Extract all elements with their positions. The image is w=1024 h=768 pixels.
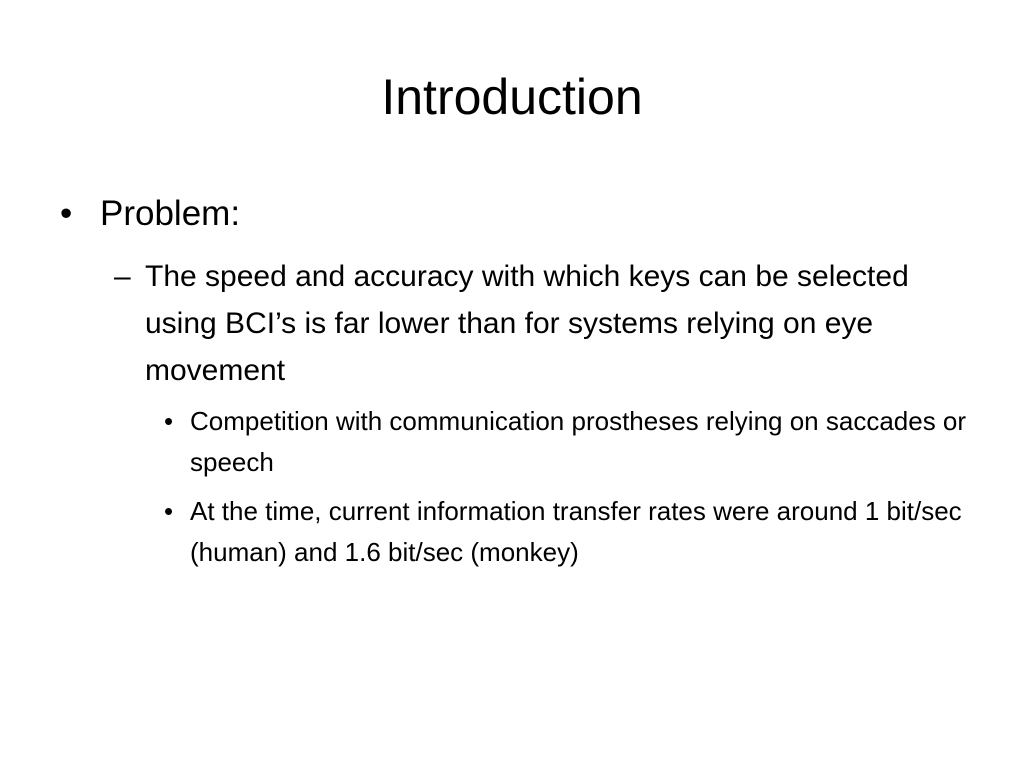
bullet-problem xyxy=(60,190,980,238)
bullet-marker: • xyxy=(164,496,174,526)
sub-sub-bullet-text: At the time, current information transfer rates were around 1 bit/sec (human) and 1.6 bit/sec (monkey) xyxy=(190,496,962,567)
bullet-marker: • xyxy=(60,194,73,233)
bullet-marker: • xyxy=(164,406,174,436)
sub-bullet-speed-accuracy xyxy=(114,253,965,394)
sub-sub-bullet-competition xyxy=(164,401,980,483)
bullet-text: Problem: xyxy=(100,194,241,233)
sub-sub-bullet-transfer-rates xyxy=(164,491,980,573)
slide-title: Introduction xyxy=(381,69,643,125)
sub-sub-bullet-text: Competition with communication prostheses relying on saccades or speech xyxy=(190,406,967,477)
sub-bullet-text: The speed and accuracy with which keys can be selected using BCI’s is far lower than for systems relying on eye movement xyxy=(145,260,909,387)
dash-marker: – xyxy=(114,260,131,293)
